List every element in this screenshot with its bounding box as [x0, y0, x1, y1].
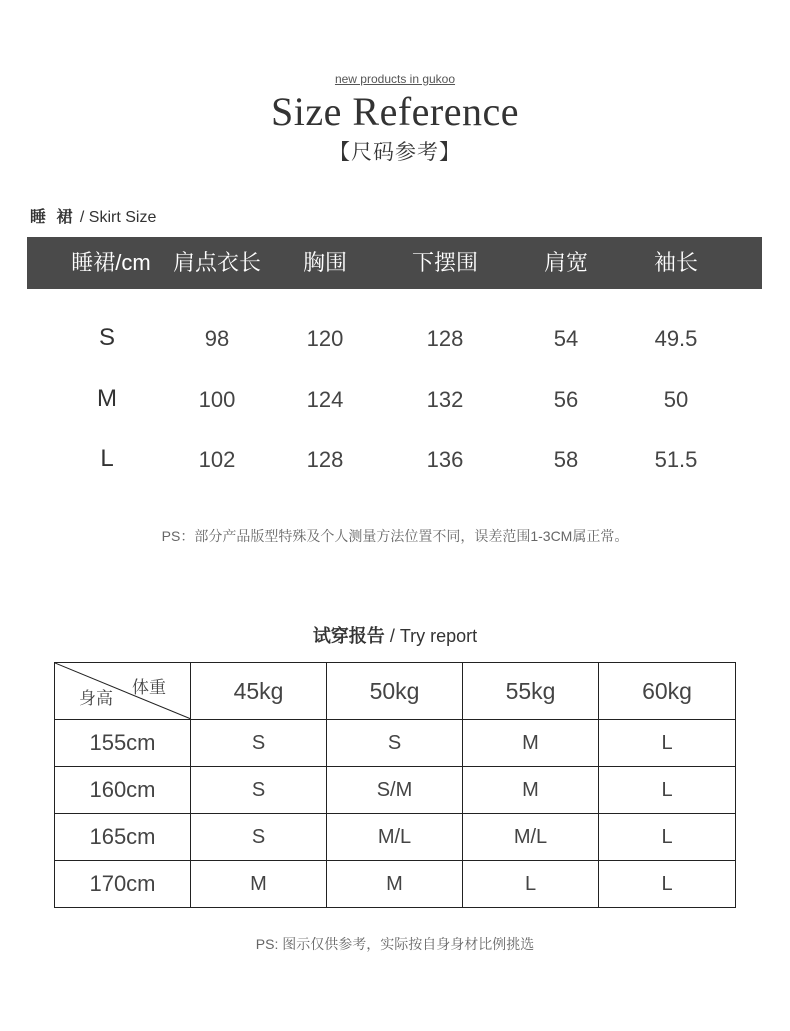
size-cell: S	[191, 814, 327, 861]
skirt-size-label-en: / Skirt Size	[79, 209, 157, 226]
value-cell: 128	[306, 447, 344, 472]
size-cell: M	[463, 720, 599, 767]
size-cell: M	[463, 767, 599, 814]
size-cell: S	[327, 720, 463, 767]
column-header: 下摆围	[411, 250, 479, 275]
value-cell: 98	[204, 326, 230, 351]
try-report-title-en: / Try report	[384, 626, 478, 646]
diagonal-divider	[55, 663, 190, 719]
column-header: 肩宽	[543, 250, 589, 275]
table-row	[55, 720, 736, 767]
size-cell: M	[97, 385, 117, 412]
column-header: 睡裙/cm	[71, 250, 151, 275]
try-report-table	[54, 662, 736, 908]
value-cell: 124	[306, 387, 344, 412]
page-title: Size Reference	[271, 89, 519, 134]
page-subtitle: 【尺码参考】	[329, 141, 461, 164]
table-row	[55, 814, 736, 861]
table-row	[55, 767, 736, 814]
size-cell: M	[327, 861, 463, 908]
skirt-size-label-zh: 睡 裙	[30, 209, 76, 226]
height-cell: 155cm	[55, 720, 191, 767]
value-cell: 56	[553, 387, 579, 412]
size-cell: L	[599, 814, 736, 861]
size-cell: S	[191, 720, 327, 767]
size-cell: S	[191, 767, 327, 814]
size-cell: L	[463, 861, 599, 908]
weight-header: 60kg	[599, 663, 736, 720]
height-cell: 160cm	[55, 767, 191, 814]
size-cell: M/L	[463, 814, 599, 861]
value-cell: 100	[198, 387, 236, 412]
try-report-title	[0, 622, 790, 648]
brand-link[interactable]: new products in gukoo	[334, 72, 456, 86]
column-header: 胸围	[302, 250, 348, 275]
size-cell: S/M	[327, 767, 463, 814]
weight-axis-label: 体重	[132, 678, 166, 697]
value-cell: 49.5	[654, 326, 698, 351]
size-cell: S	[98, 324, 116, 351]
size-cell: M/L	[327, 814, 463, 861]
column-header: 袖长	[653, 250, 699, 275]
value-cell: 132	[426, 387, 464, 412]
value-cell: 136	[426, 447, 464, 472]
try-report-note: PS: 图示仅供参考，实际按自身身材比例挑选	[255, 936, 535, 952]
size-cell: L	[100, 445, 114, 472]
value-cell: 128	[426, 326, 464, 351]
try-report-title-zh: 试穿报告	[312, 626, 385, 646]
size-cell: L	[599, 861, 736, 908]
value-cell: 54	[553, 326, 579, 351]
height-cell: 165cm	[55, 814, 191, 861]
height-cell: 170cm	[55, 861, 191, 908]
skirt-size-label	[30, 204, 156, 227]
table-header-row	[55, 663, 736, 720]
weight-header: 45kg	[191, 663, 327, 720]
value-cell: 51.5	[654, 447, 698, 472]
weight-header: 50kg	[327, 663, 463, 720]
corner-cell	[55, 663, 191, 720]
table-row	[55, 861, 736, 908]
size-cell: L	[599, 720, 736, 767]
size-table-header	[27, 237, 762, 289]
column-header: 肩点衣长	[172, 250, 262, 275]
height-axis-label: 身高	[79, 689, 113, 708]
value-cell: 58	[553, 447, 579, 472]
value-cell: 50	[663, 387, 689, 412]
weight-header: 55kg	[463, 663, 599, 720]
size-cell: M	[191, 861, 327, 908]
value-cell: 120	[306, 326, 344, 351]
size-cell: L	[599, 767, 736, 814]
size-note: PS：部分产品版型特殊及个人测量方法位置不同，误差范围1-3CM属正常。	[161, 528, 629, 544]
value-cell: 102	[198, 447, 236, 472]
